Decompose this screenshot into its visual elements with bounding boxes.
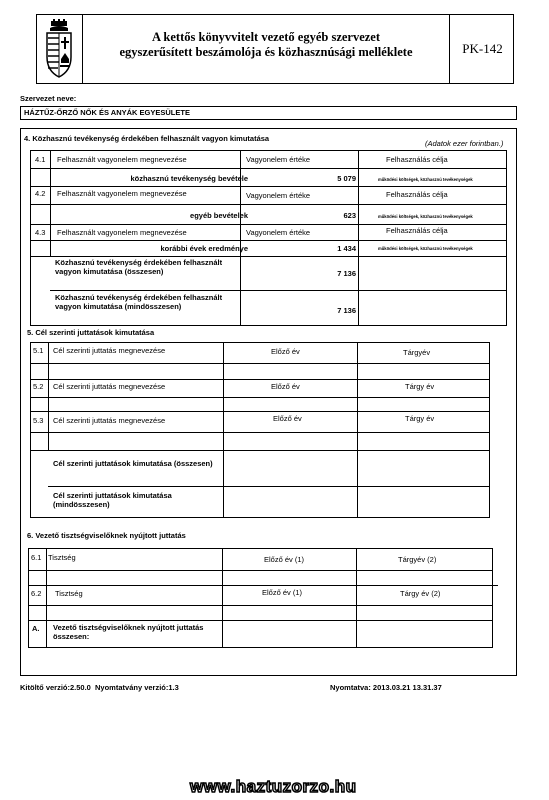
row52-col2: Előző év [271,382,300,391]
row42-col2: Vagyonelem értéke [246,191,311,200]
row51-col3: Tárgyév [403,348,431,357]
row61-col2: Előző év (1) [264,555,305,564]
row62-col1: Tisztség [55,589,83,598]
section5-title: 5. Cél szerinti juttatások kimutatása [27,328,155,337]
row42-value: 623 [343,211,356,220]
row61-num: 6.1 [31,553,42,562]
s5-row52-bot [30,397,490,412]
row41-item: közhasznú tevékenység bevétele [130,174,248,183]
row51-num: 5.1 [33,346,44,355]
row41-col3: Felhasználás célja [386,155,448,164]
row61-col1: Tisztség [48,553,76,562]
row41-col2: Vagyonelem értéke [246,155,311,164]
footer-printed: Nyomtatva: 2013.03.21 13.31.37 [330,683,442,692]
row41-value: 5 079 [337,174,356,183]
row53-col2: Előző év [273,414,302,423]
section4-title: 4. Közhasznú tevékenység érdekében felhasznált vagyon kimutatása [24,134,270,143]
footer-version: Kitöltő verzió:2.50.0 Nyomtatvány verzió:1.3 [20,683,179,692]
row61-col3: Tárgyév (2) [398,555,437,564]
org-name: HÁZTŰZ-ŐRZŐ NŐK ÉS ANYÁK EGYESÜLETE [24,108,190,117]
s5-total1-row [48,450,490,487]
row53-col1: Cél szerinti juttatás megnevezése [53,416,166,425]
row41-col1: Felhasznált vagyonelem megnevezése [57,155,187,164]
s6-row61-bot [28,570,498,586]
row43-value: 1 434 [337,244,356,253]
row51-col1: Cél szerinti juttatás megnevezése [53,346,166,355]
row41-num: 4.1 [35,155,46,164]
org-name-field [20,106,517,120]
row43-col1: Felhasznált vagyonelem megnevezése [57,228,187,237]
form-title-line1: A kettős könyvvitelt vezető egyéb szervezet [151,30,381,44]
form-code: PK-142 [462,41,503,56]
row62-col2: Előző év (1) [262,588,303,597]
s5-total1-label: Cél szerinti juttatások kimutatása (összesen) [53,459,213,468]
s6-total-num: A. [32,624,40,633]
org-label: Szervezet neve: [20,94,77,103]
form-code-cell [449,14,515,84]
emblem-cell [36,14,83,84]
form-title [84,30,448,60]
s4-total2-label: Közhasznú tevékenység érdekében felhasznált vagyon kimutatása (mindösszesen) [55,293,223,311]
row52-col1: Cél szerinti juttatás megnevezése [53,382,166,391]
row43-num: 4.3 [35,228,46,237]
row42-num: 4.2 [35,189,46,198]
section6-title: 6. Vezető tisztségviselőknek nyújtott juttatás [27,531,186,540]
website-watermark: www.haztuzorzo.hu [190,777,357,796]
s5-row51-bot [30,363,490,380]
s5-row53-bot [30,432,490,451]
row43-col3: Felhasználás célja [386,226,448,235]
row62-col3: Tárgy év (2) [400,589,441,598]
row52-col3: Tárgy év [405,382,435,391]
s6-row62-bot [28,605,493,621]
row43-item: korábbi évek eredménye [160,244,248,253]
row42-col3: Felhasználás célja [386,190,448,199]
s4-total1-label: Közhasznú tevékenység érdekében felhasznált vagyon kimutatása (összesen) [55,258,223,276]
row52-num: 5.2 [33,382,44,391]
form-title-line2: egyszerűsített beszámolója és közhasznúsági melléklete [119,45,413,59]
s4-total1-value: 7 136 [337,269,356,278]
row42-purpose: működési költségek, közhasznú tevékenységek [378,214,473,219]
s5-total2-label: Cél szerinti juttatások kimutatása (mindösszesen) [53,491,172,509]
section4-currency-note: (Adatok ezer forintban.) [425,139,504,148]
row42-col1: Felhasznált vagyonelem megnevezése [57,189,187,198]
s6-total-label: Vezető tisztségviselőknek nyújtott juttatás összesen: [53,623,204,641]
row41-purpose: működési költségek, közhasznú tevékenységek [378,177,473,182]
row53-col3: Tárgy év [405,414,435,423]
coat-of-arms-icon [42,19,76,79]
row43-purpose: működési költségek, közhasznú tevékenységek [378,246,473,251]
row42-item: egyéb bevételek [190,211,248,220]
row62-num: 6.2 [31,589,42,598]
s4-total2-value: 7 136 [337,306,356,315]
row43-col2: Vagyonelem értéke [246,228,311,237]
row51-col2: Előző év [271,347,300,356]
row53-num: 5.3 [33,416,44,425]
